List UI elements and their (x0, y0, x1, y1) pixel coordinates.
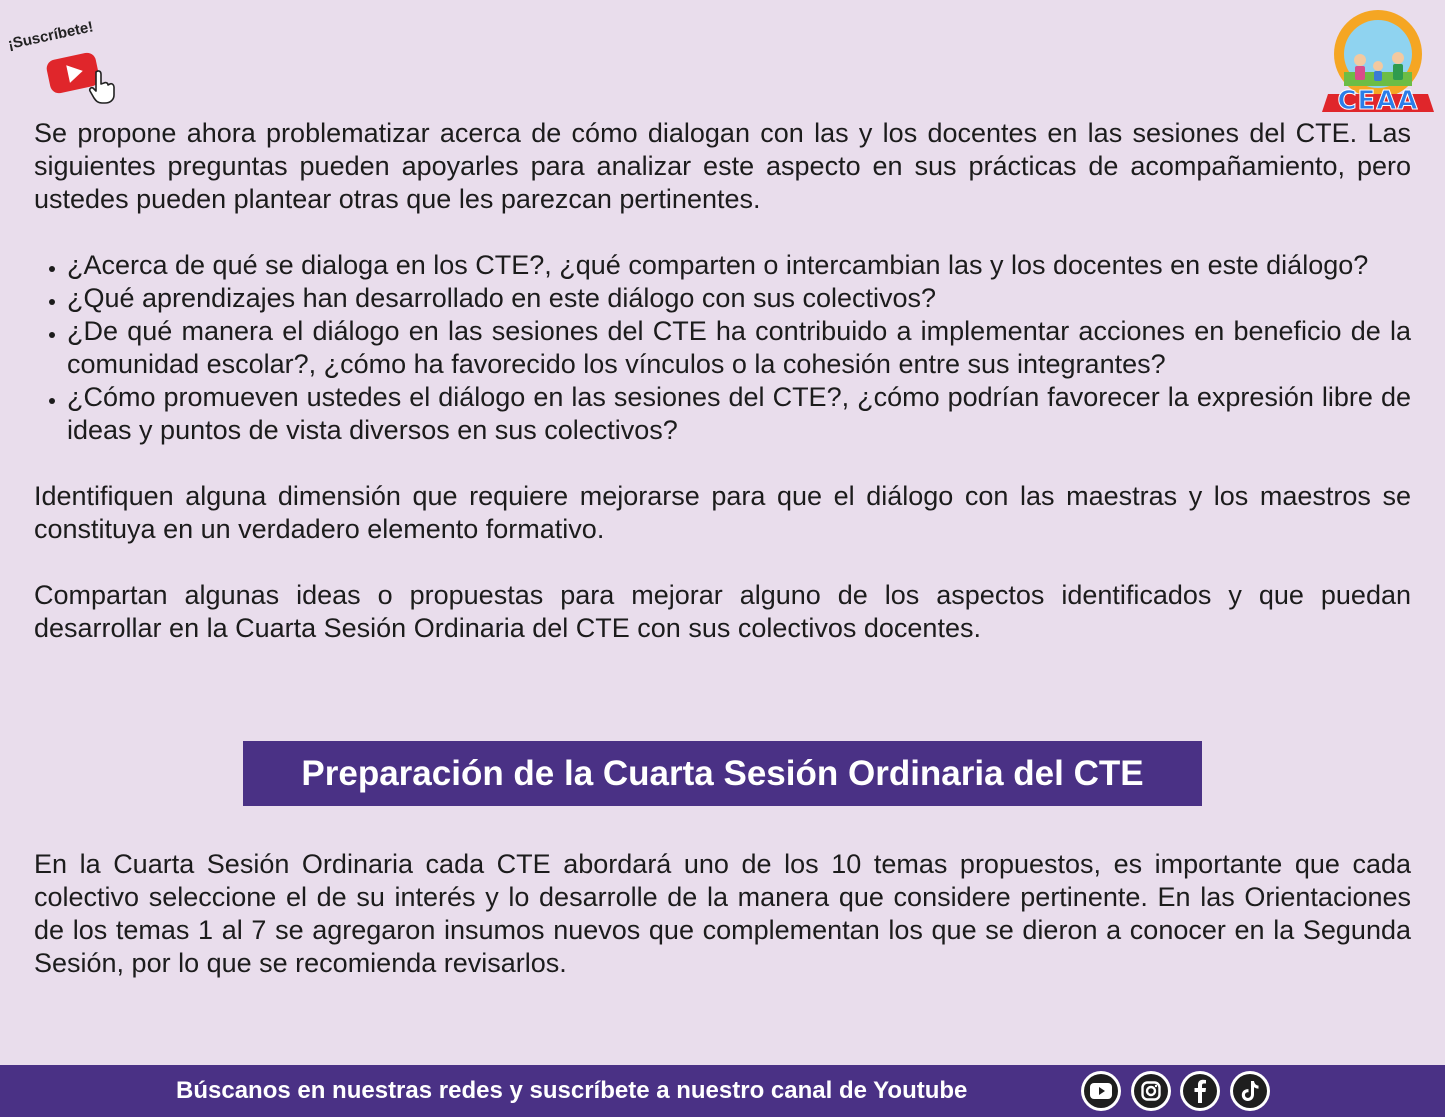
final-paragraph: En la Cuarta Sesión Ordinaria cada CTE abordará uno de los 10 temas propuestos, es importante que cada colectivo seleccione el de su interés y lo desarrolle de la manera que considere pertinente. En las Orientaciones de los temas 1 al 7 se agregaron insumos nuevos que complementan los que se dieron a conocer en la Segunda Sesión, por lo que se recomienda revisarlos. (34, 849, 1411, 978)
intro-paragraph: Se propone ahora problematizar acerca de cómo dialogan con las y los docentes en las sesiones del CTE. Las siguientes preguntas pueden apoyarles para analizar este aspecto en sus prácticas de acompañamiento, pero ustedes pueden plantear otras que les parezcan pertinentes. (34, 118, 1411, 214)
ceaa-logo (1320, 8, 1438, 116)
footer-bar (0, 1065, 1445, 1117)
share-paragraph: Compartan algunas ideas o propuestas para mejorar alguno de los aspectos identificados y que puedan desarrollar en la Cuarta Sesión Ordinaria del CTE con sus colectivos docentes. (34, 580, 1411, 643)
identify-paragraph: Identifiquen alguna dimensión que requiere mejorarse para que el diálogo con las maestras y los maestros se constituya en un verdadero elemento formativo. (34, 481, 1411, 544)
list-item: • ¿Acerca de qué se dialoga en los CTE?, ¿qué comparten o intercambian las y los docentes en este diálogo? (67, 249, 1411, 282)
list-item: • ¿Qué aprendizajes han desarrollado en este diálogo con sus colectivos? (67, 282, 1411, 315)
footer-text: Búscanos en nuestras redes y suscríbete a nuestro canal de Youtube (176, 1077, 968, 1104)
questions-list (34, 249, 1411, 447)
list-item: • ¿Cómo promueven ustedes el diálogo en las sesiones del CTE?, ¿cómo podrían favorecer la expresión libre de ideas y puntos de vista diversos en sus colectivos? (67, 381, 1411, 447)
subscribe-badge[interactable] (6, 18, 128, 102)
logo-acronym: CEAA (1337, 86, 1419, 116)
tiktok-icon[interactable] (1230, 1071, 1270, 1111)
instagram-icon[interactable] (1131, 1071, 1171, 1111)
hand-cursor-icon (88, 70, 118, 104)
facebook-icon[interactable] (1180, 1071, 1220, 1111)
main-content (34, 117, 1411, 645)
list-item: • ¿De qué manera el diálogo en las sesiones del CTE ha contribuido a implementar acciones en beneficio de la comunidad escolar?, ¿cómo ha favorecido los vínculos o la cohesión entre sus integrantes? (67, 315, 1411, 381)
youtube-icon[interactable] (1081, 1071, 1121, 1111)
section-title: Preparación de la Cuarta Sesión Ordinaria del CTE (243, 741, 1202, 806)
subscribe-label: ¡Suscríbete! (6, 18, 95, 53)
